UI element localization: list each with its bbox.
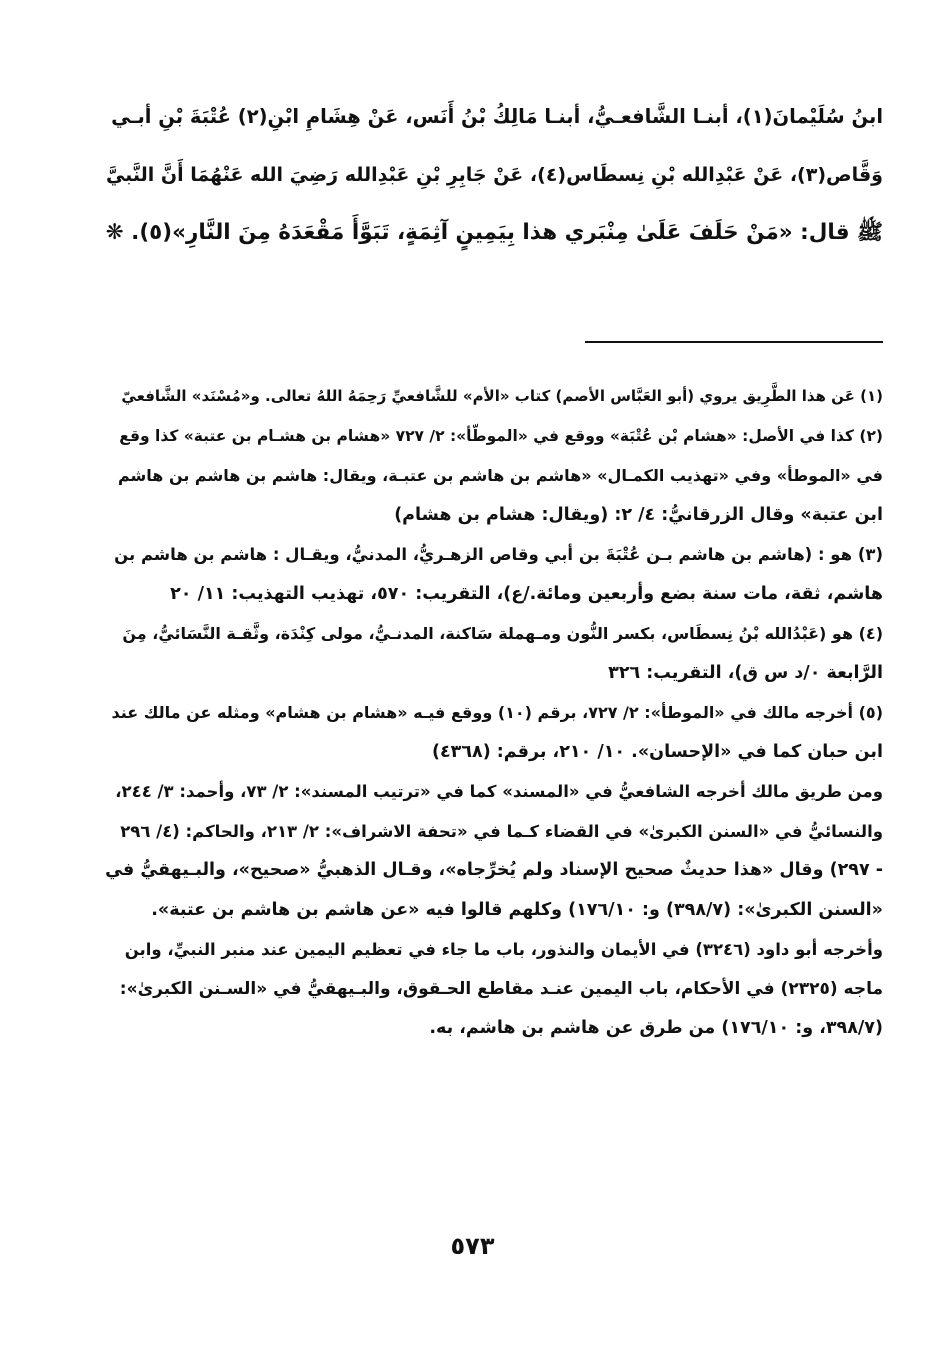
footnote-5-line: ماجه (٢٣٢٥) في الأحكام، باب اليمين عنـد مقاطع الحـقوق، والبـيهقيُّ في «السـنن الكبرىٰ»: bbox=[119, 978, 883, 999]
main-text-line: ﷺ قال: «مَنْ حَلَفَ عَلَىٰ مِنْبَري هذا بِيَمِينٍ آثِمَةٍ، تَبَوَّأَ مَقْعَدَهُ مِنَ النَّارِ»(٥). ❋ bbox=[105, 220, 883, 245]
footnote-4-line: الرَّابعة ٠/د س ق)، التقريب: ٣٢٦ bbox=[608, 662, 883, 683]
footnote-5-line: (٣٩٨/٧، و: ١٧٦/١٠) من طرق عن هاشم بن هاشم، به. bbox=[429, 1018, 883, 1038]
footnote-5-line: ومن طريق مالك أخرجه الشافعيُّ في «المسند» كما في «ترتيب المسند»: ٢/ ٧٣، وأحمد: ٣/ ٢٤٤، bbox=[115, 782, 883, 801]
footnote-2-line: في «الموطأ» وفي «تهذيب الكمـال» «هاشم بن هاشم بن عتبـة، ويقال: هاشم بن هاشم بن هاشم bbox=[117, 466, 883, 485]
main-text-line: ابنُ سُلَيْمانَ(١)، أبنـا الشَّافعـيُّ، أبنـا مَالِكُ بْنُ أَنَس، عَنْ هِشَامِ ابْنِ(٢) عُتْبَةَ بْنِ أبـي bbox=[111, 105, 883, 128]
footnote-3-line: هاشم، ثقة، مات سنة بضع وأربعين ومائة./ع)، التقريب: ٥٧٠، تهذيب التهذيب: ١١/ ٢٠ bbox=[170, 583, 883, 604]
footnote-5-line: «السنن الكبرىٰ»: (٣٩٨/٧) و: ١٧٦/١٠) وكلهم قالوا فيه «عن هاشم بن هاشم بن عتبة». bbox=[151, 899, 883, 920]
footnote-5-line: وأخرجه أبو داود (٣٢٤٦) في الأيمان والنذور، باب ما جاء في تعظيم اليمين عند منبر النبيِّ، وابن bbox=[124, 940, 883, 959]
footnote-5-line: والنسائيُّ في «السنن الكبرىٰ» في القضاء كـما في «تحفة الاشراف»: ٢/ ٢١٣، والحاكم: (٤/ ٢٩٦ bbox=[120, 821, 883, 841]
footnote-5-line: ابن حبان كما في «الإحسان». ١٠/ ٢١٠، برقم: (٤٣٦٨) bbox=[431, 741, 883, 762]
footnotes-block bbox=[105, 377, 883, 1049]
footnote-2-line: ابن عتبة» وقال الزرقانيُّ: ٤/ ٢: (ويقال: هشام بن هشام) bbox=[394, 504, 883, 525]
footnote-5-line: - ٢٩٧) وقال «هذا حديثٌ صحيح الإسناد ولم يُخرِّجاه»، وقـال الذهبيُّ «صحيح»، والبـيهقيُّ في bbox=[105, 860, 883, 880]
footnote-2-line: (٢) كذا في الأصل: «هشام بْن عُتْبَة» ووقع في «الموطّأ»: ٢/ ٧٢٧ «هشام بن هشـام بن عتبة» كذا وقع bbox=[119, 426, 883, 445]
footnote-5-line: (٥) أخرجه مالك في «الموطأ»: ٢/ ٧٢٧، برقم (١٠) ووقع فيـه «هشام بن هشام» ومثله عن مالك عند bbox=[111, 703, 883, 722]
footnote-4-line: (٤) هو (عَبْدُالله بْنُ نِسطَاس، بكسر النُّون ومـهملة سَاكنة، المدنـيُّ، مولى كِنْدَة، وثَّقـة النَّسَائيُّ، مِنَ bbox=[122, 624, 883, 643]
footnote-separator bbox=[585, 341, 883, 343]
footnote-1-line: (١) عَن هذا الطَّرِيق يروي (أبو العَبَّاس الأصم) كتاب «الأم» للشَّافعيِّ رَحِمَهُ اللهُ تعالى. و«مُسْنَد» الشَّافعيّ bbox=[121, 387, 883, 405]
main-text-block bbox=[105, 88, 883, 262]
main-text-line: وَقَّاص(٣)، عَنْ عَبْدِالله بْنِ نِسطَاس(٤)، عَنْ جَابِرِ بْنِ عَبْدِالله رَضِيَ الله عَنْهُمَا أَنَّ النَّبيَّ bbox=[105, 164, 883, 186]
page-number: ٥٧٣ bbox=[450, 1232, 495, 1260]
footnote-3-line: (٣) هو : (هاشم بن هاشم بـن عُتْبَةَ بن أبي وقاص الزهـريُّ، المدنيُّ، ويقـال : هاشم بن هاشم بن bbox=[114, 545, 883, 564]
